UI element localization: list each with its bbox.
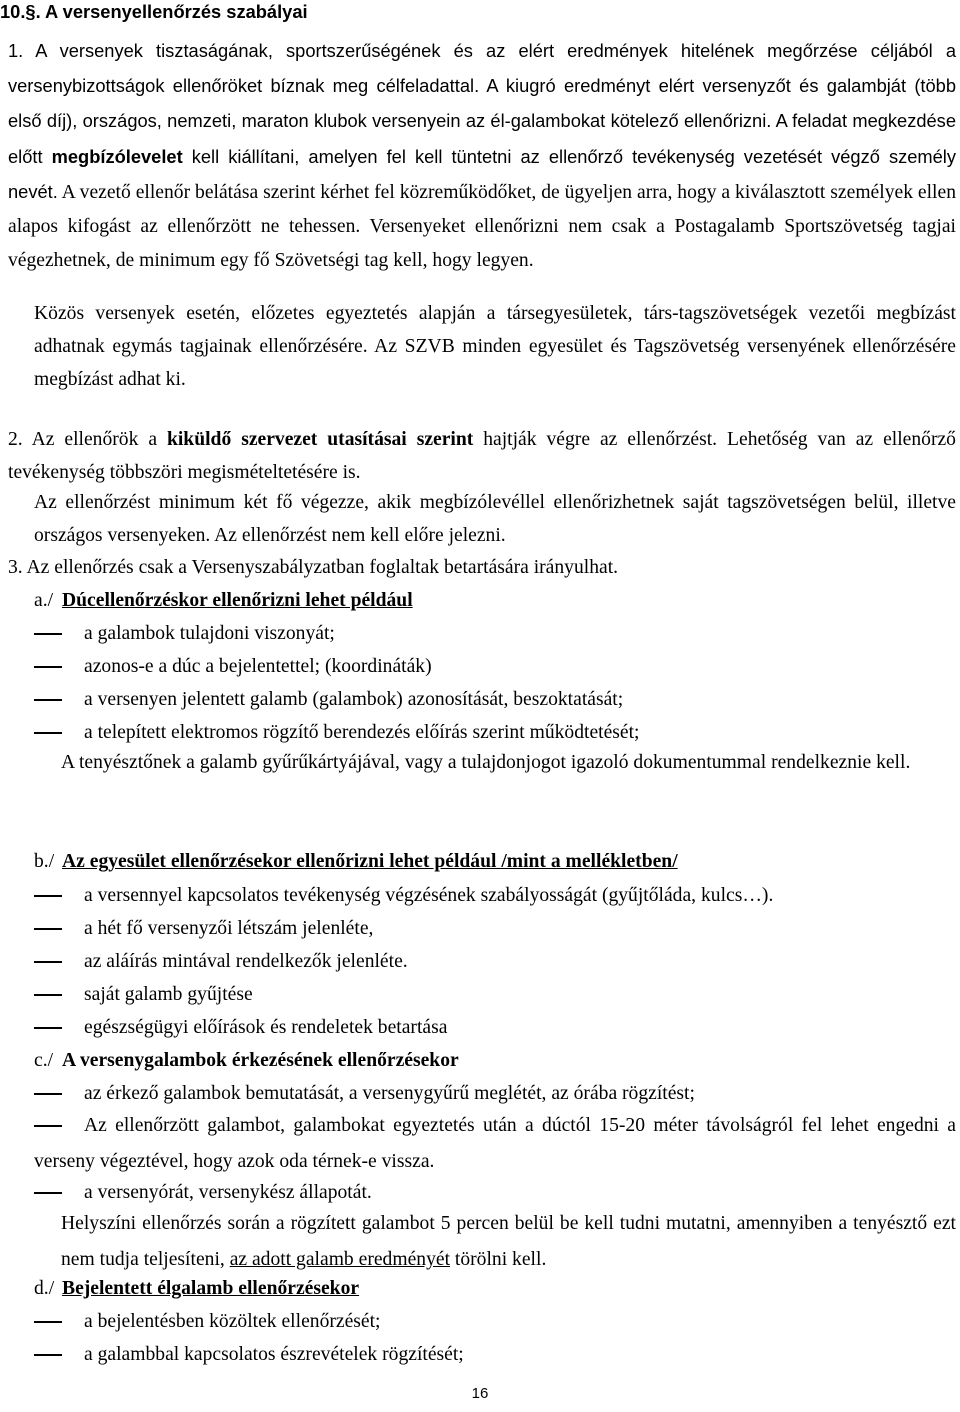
underlined-phrase: az adott galamb eredményét	[229, 1249, 451, 1270]
subsection-c-heading	[34, 1044, 459, 1077]
section-2-number: 2.	[8, 429, 23, 450]
section-1-bold: megbízólevelet	[51, 145, 183, 167]
subsection-b-label: b./	[34, 851, 55, 872]
subsection-c-note: Helyszíni ellenőrzés során a rögzített galambot 5 percen belül be kell tudni mutatni, amennyiben a tenyésztő ezt nem tudja teljesíteni, az adott galamb eredményét törölni kell.	[61, 1213, 956, 1270]
list-item: egészségügyi előírások és rendeletek betartása	[34, 1011, 956, 1044]
subsection-d-heading	[34, 1272, 359, 1305]
list-item: a bejelentésben közöltek ellenőrzését;	[34, 1305, 956, 1338]
section-2-bold: kiküldő szervezet utasításai szerint	[166, 429, 474, 450]
subsection-a-heading	[34, 584, 413, 617]
section-2-text-b: hajtják végre az ellenőrzést. Lehetőség van az ellenőrző tevékenység többszöri megismételtetésére is.	[8, 429, 956, 483]
subsection-c-title: A versenygalambok érkezésének ellenőrzésekor	[62, 1050, 459, 1071]
list-item: saját galamb gyűjtése	[34, 978, 956, 1011]
dash-bullet	[34, 633, 62, 635]
section-title: 10.§. A versenyellenőrzés szabályai	[0, 1, 308, 22]
section-1-text-serif: A vezető ellenőr belátása szerint kérhet fel közreműködőket, de ügyeljen arra, hogy a kiválasztott személyek ellen alapos kifogást az ellenőrzött ne tehessen. Versenyeket ellenőrizni nem csak a Postagalamb Sportszövetség tagjai végezhetnek, de minimum egy fő Szövetségi tag kell, hogy legyen.	[8, 181, 956, 272]
section-3-number: 3.	[8, 557, 23, 578]
dash-bullet	[34, 1354, 62, 1356]
section-1-text-a: A versenyek tisztaságának, sportszerűségének és az elért eredmények hitelének megőrzése céljából a versenybizottságok ellenőröket bíznak meg célfeladattal. A kiugró eredményt elért versenyzőt és galambját (több első díj), országos, nemzeti, maraton klubok versenyein az él-galambokat kötelező ellenőrizni. A feladat megkezdése előtt	[8, 40, 956, 167]
dash-bullet	[34, 666, 62, 668]
dash-bullet	[34, 1027, 62, 1029]
list-item: a versenyen jelentett galamb (galambok) azonosítását, beszoktatását;	[34, 683, 956, 716]
dash-bullet	[34, 928, 62, 930]
list-item: a hét fő versenyzői létszám jelenléte,	[34, 912, 956, 945]
dash-bullet	[34, 961, 62, 963]
list-item: a telepített elektromos rögzítő berendezés előírás szerint működtetését;	[34, 716, 956, 749]
section-1-text-b: kell kiállítani, amelyen fel kell tüntetni az ellenőrző tevékenység vezetését végző személy nevét.	[8, 145, 956, 202]
dash-bullet	[34, 1093, 62, 1095]
dash-bullet	[34, 1125, 62, 1127]
subsection-a-label: a./	[34, 590, 54, 611]
dash-bullet	[34, 895, 62, 897]
list-item: a versennyel kapcsolatos tevékenység végzésének szabályosságát (gyűjtőláda, kulcs…).	[34, 879, 956, 912]
dash-bullet	[34, 994, 62, 996]
section-2-text-a: Az ellenőrök a	[22, 429, 167, 450]
section-3-text: Az ellenőrzés csak a Versenyszabályzatban foglaltak betartására irányulhat.	[22, 557, 619, 578]
section-1-paragraph	[8, 34, 956, 278]
list-item: azonos-e a dúc a bejelentettel; (koordináták)	[34, 650, 956, 683]
section-1-paragraph-2: Közös versenyek esetén, előzetes egyeztetés alapján a társegyesületek, társ-tagszövetségek vezetői megbízást adhatnak egymás tagjainak ellenőrzésére. Az SZVB minden egyesület és Tagszövetség versenyének ellenőrzésére megbízást adhat ki.	[34, 303, 956, 390]
section-3-paragraph	[8, 551, 956, 584]
subsection-d-label: d./	[34, 1278, 55, 1299]
subsection-a-title: Dúcellenőrzéskor ellenőrizni lehet például	[62, 590, 413, 611]
list-item: a galambok tulajdoni viszonyát;	[34, 617, 956, 650]
dash-bullet	[34, 732, 62, 734]
subsection-b-heading	[34, 845, 678, 878]
dash-bullet	[34, 1192, 62, 1194]
list-item: az aláírás mintával rendelkezők jelenléte.	[34, 945, 956, 978]
list-item: Az ellenőrzött galambot, galambokat egyeztetés után a dúctól 15-20 méter távolságról fel lehet engedni a verseny végeztével, hogy azok oda térnek-e vissza.	[34, 1115, 956, 1172]
subsection-b-title: Az egyesület ellenőrzésekor ellenőrizni lehet például /mint a mellékletben/	[62, 851, 678, 872]
section-2-paragraph	[8, 423, 956, 489]
dash-bullet	[34, 1321, 62, 1323]
list-item: a galambbal kapcsolatos észrevételek rögzítését;	[34, 1338, 956, 1371]
subsection-c-label: c./	[34, 1050, 54, 1071]
subsection-d-title: Bejelentett élgalamb ellenőrzésekor	[62, 1278, 360, 1299]
page-number: 16	[471, 1385, 489, 1402]
section-2-paragraph-2: Az ellenőrzést minimum két fő végezze, akik megbízólevéllel ellenőrizhetnek saját tagszövetségen belül, illetve országos versenyeken. Az ellenőrzést nem kell előre jelezni.	[34, 492, 956, 546]
section-1-number: 1.	[8, 40, 24, 61]
subsection-a-note: A tenyésztőnek a galamb gyűrűkártyájával, vagy a tulajdonjogot igazoló dokumentummal rendelkeznie kell.	[61, 752, 911, 773]
list-item: a versenyórát, versenykész állapotát.	[34, 1176, 956, 1209]
dash-bullet	[34, 699, 62, 701]
list-item: az érkező galambok bemutatását, a versenygyűrű meglétét, az órába rögzítést;	[34, 1077, 956, 1110]
